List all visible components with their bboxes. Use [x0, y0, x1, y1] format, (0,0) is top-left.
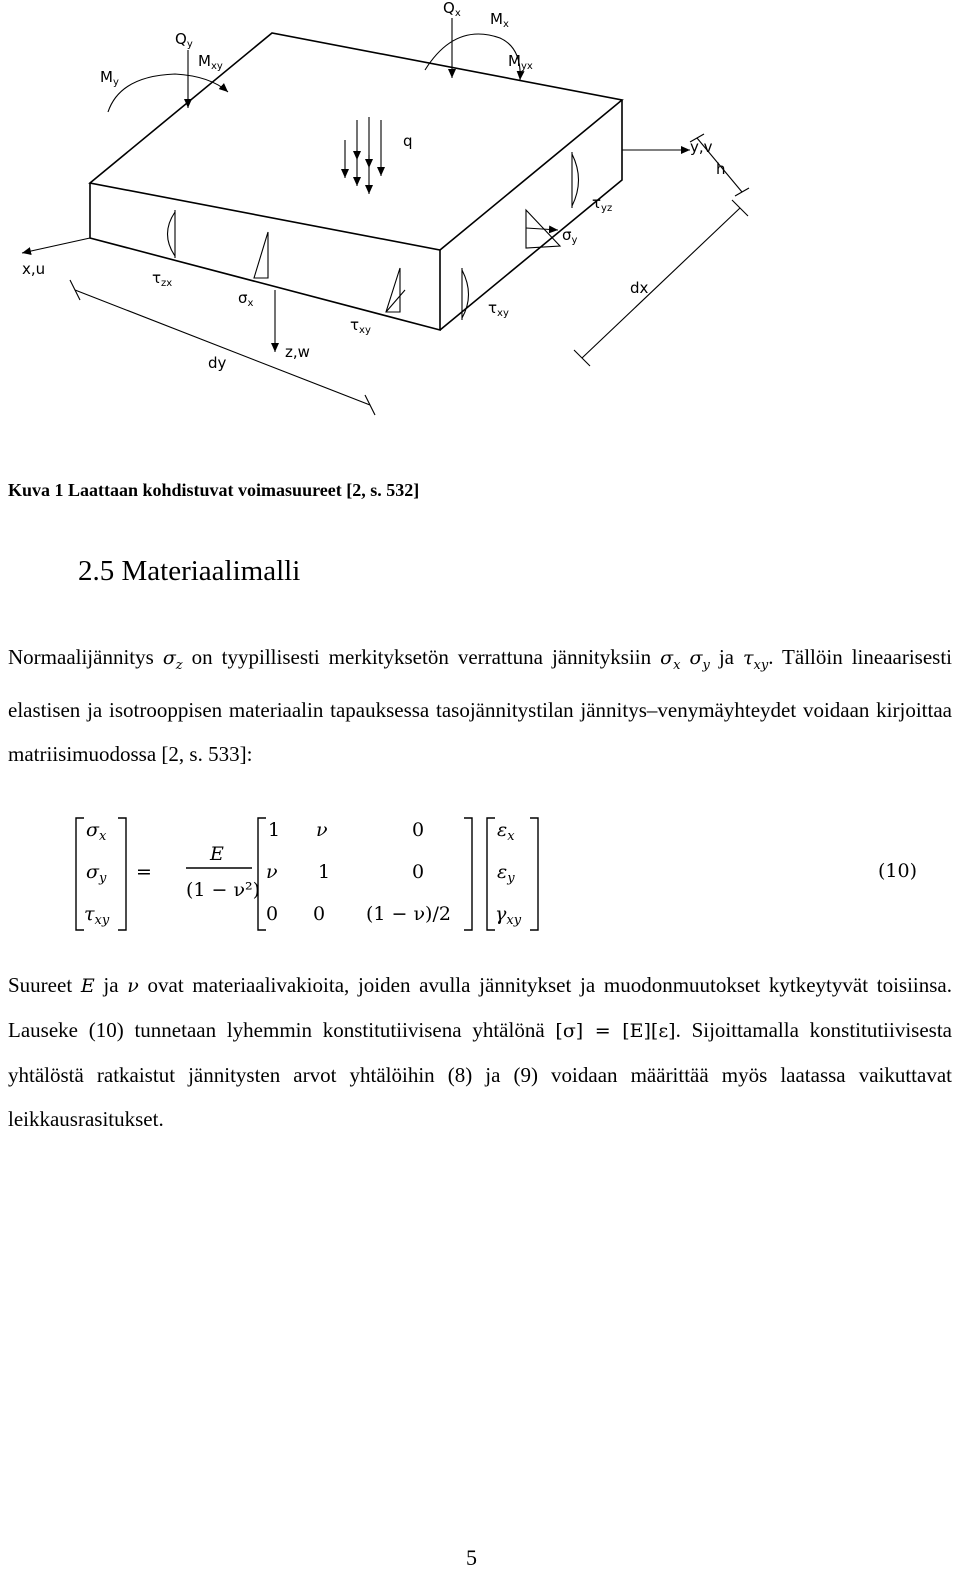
- label-tyz: $\tau_{yz}$: [592, 194, 613, 214]
- label-mx: $M_x$: [490, 10, 509, 30]
- rhs-epsilon-x: $\varepsilon_x$: [497, 819, 515, 844]
- equation-number: (10): [878, 860, 918, 882]
- matrix-cell: ν: [316, 819, 328, 841]
- denominator: (1 − ν²): [186, 879, 261, 901]
- rhs-epsilon-y: $\varepsilon_y$: [497, 861, 515, 886]
- label-txy-front: $\tau_{xy}$: [350, 316, 371, 336]
- label-txy-right: $\tau_{xy}$: [488, 299, 509, 319]
- tzx-distribution: [168, 210, 176, 258]
- label-qx: $Q_x$: [443, 0, 461, 19]
- label-sy: $\sigma_y$: [562, 226, 578, 246]
- txy-distribution: [462, 268, 469, 320]
- label-q: q: [403, 132, 413, 150]
- label-dx: dx: [630, 279, 649, 297]
- lhs-sigma-y: $\sigma_y$: [86, 861, 107, 886]
- label-h: h: [716, 160, 726, 178]
- matrix-cell: (1 − ν)/2: [366, 903, 451, 925]
- label-tzx: $\tau_{zx}$: [152, 269, 173, 289]
- lhs-sigma-x: $\sigma_x$: [86, 819, 107, 844]
- matrix-cell: 0: [266, 903, 279, 925]
- label-sx: $\sigma_x$: [238, 289, 254, 309]
- plate-force-diagram: [0, 0, 960, 450]
- page-number: 5: [466, 1545, 477, 1570]
- matrix-cell: 0: [412, 819, 425, 841]
- label-myx: $M_{yx}$: [508, 52, 533, 72]
- x-axis-arrow: [22, 238, 90, 253]
- figure-caption: Kuva 1 Laattaan kohdistuvat voimasuureet [2, s. 532]: [8, 480, 420, 500]
- lhs-tau-xy: $\tau_{xy}$: [84, 903, 110, 928]
- label-zw: z,w: [285, 343, 310, 361]
- sx-distribution-1: [254, 232, 268, 278]
- matrix-cell: 1: [268, 819, 281, 841]
- numerator-E: E: [210, 843, 224, 865]
- matrix-cell: 0: [313, 903, 326, 925]
- constitutive-equation: [0, 812, 960, 942]
- paragraph-1: Normaalijännitys $\sigma_z$ on tyypillisesti merkityksetön verrattuna jännityksiin $\sigma_x$ $\sigma_y$ ja $\tau_{xy}$. Tällöin lineaarisesti elastisen ja isotrooppisen materiaalin tapauksessa tasojännitystilan jännitys–venymäyhteydet voidaan kirjoittaa matriisimuodossa [2, s. 533]:: [8, 645, 953, 767]
- label-qy: $Q_y$: [175, 30, 193, 50]
- matrix-cell: ν: [266, 861, 278, 883]
- tyz-distribution: [572, 152, 579, 208]
- matrix-cell: 1: [318, 861, 331, 883]
- paragraph-2: Suureet E ja ν ovat materiaalivakioita, joiden avulla jännitykset ja muodonmuutokset kytkeytyvät toisiinsa. Lauseke (10) tunnetaan lyhemmin konstitutiivisena yhtälönä [σ] = [E][ε]. Sijoittamalla konstitutiivisesta yhtälöstä ratkaistut jännitysten arvot yhtälöihin (8) ja (9) voidaan määrittää myös laatassa vaikuttavat leikkausrasitukset.: [8, 973, 952, 1131]
- plate-top-face: [90, 33, 622, 250]
- dx-dimension: [582, 208, 740, 358]
- label-dy: dy: [208, 354, 227, 372]
- load-q-arrows: [345, 117, 381, 194]
- label-my: $M_y$: [100, 68, 119, 88]
- dy-dimension: [75, 290, 370, 405]
- label-xu: x,u: [22, 260, 46, 278]
- matrix-cell: 0: [412, 861, 425, 883]
- equals-sign: =: [136, 861, 152, 883]
- my-moment-arc: [108, 74, 228, 112]
- sx-distribution-2: [386, 268, 400, 312]
- rhs-gamma-xy: $\gamma_{xy}$: [495, 903, 522, 928]
- label-mxy: $M_{xy}$: [198, 52, 223, 72]
- mx-moment-arc: [425, 34, 520, 80]
- section-heading: 2.5 Materiaalimalli: [78, 555, 301, 587]
- label-yv: y,v: [690, 138, 713, 156]
